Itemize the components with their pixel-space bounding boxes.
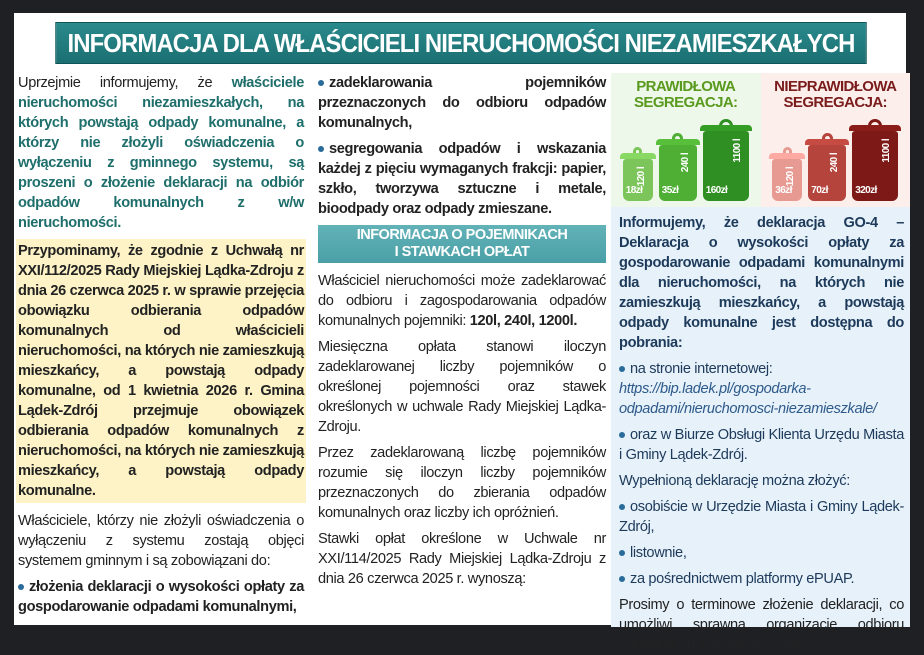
bin-price: 320zł (855, 185, 877, 196)
bin-lid (849, 125, 901, 131)
bad-bin (852, 131, 898, 201)
bin-capacity: 120 l (635, 167, 647, 187)
middle-column (318, 73, 606, 595)
good-bins (611, 131, 761, 201)
web-label: na stronie internetowej: (619, 361, 773, 377)
rates-paragraph: Stawki opłat określone w Uchwale nr XXI/114/2025 Rady Miejskiej Lądka-Zdroju z dnia 26 czerwca 2025 r. wynoszą: (318, 531, 606, 587)
good-title-1: PRAWIDŁOWA (636, 78, 736, 95)
right-column (615, 73, 906, 653)
bin-lid (769, 153, 805, 159)
section-title-line-1: INFORMACJA O POJEMNIKACH (356, 227, 568, 243)
bad-title-2: SEGREGACJA: (783, 94, 887, 111)
containers-paragraph (318, 271, 606, 331)
bin-capacity: 120 l (785, 167, 797, 187)
intro-paragraph (18, 73, 304, 233)
bin-price: 18zł (625, 185, 643, 196)
bin-lid (700, 125, 752, 131)
bin-lid (805, 139, 849, 145)
incorrect-segregation (761, 73, 911, 207)
good-title-2: SEGREGACJA: (634, 94, 738, 111)
bad-bin (808, 145, 846, 201)
good-bin (659, 145, 697, 201)
bad-bin (772, 159, 802, 201)
bin-price: 35zł (661, 185, 679, 196)
bin-price: 70zł (811, 185, 828, 196)
fee-paragraph: Miesięczna opłata stanowi iloczyn zadeklarowanej liczby pojemników o określonej pojemności oraz stawek określonych w uchwale Rady Miejskiej Lądka-Zdroju. (318, 339, 606, 435)
bad-bins (761, 131, 911, 201)
containers-text: Właściciel nieruchomości może zadeklarować do odbioru i zagospodarowania odpadów komunalnych pojemniki: (318, 273, 606, 329)
obligation-paragraph: Właściciele, którzy nie złożyli oświadczenia o wyłączeniu z systemu zostają objęci systemem gminnym i są zobowiązani do: (18, 513, 304, 569)
web-link[interactable]: https://bip.ladek.pl/gospodarka-odpadami/nieruchomosci-niezamieszkale/ (619, 381, 877, 417)
submit-intro: Wypełnioną deklarację można złożyć: (619, 473, 850, 489)
left-column (18, 73, 304, 623)
declaration-info-box (611, 207, 910, 653)
bin-capacity: 1100 l (881, 139, 893, 163)
office-item: oraz w Biurze Obsługi Klienta Urzędu Miasta i Gminy Lądek-Zdrój. (619, 427, 904, 463)
reminder-box: Przypominamy, że zgodnie z Uchwałą nr XXI/112/2025 Rady Miejskiej Lądka-Zdroju z dnia 26 czerwca 2025 r. w sprawie przejęcia obowiązku odbierania odpadów komunalnych od właścicieli nieruchomości, na których nie zamieszkują mieszkańcy, a powstają odpady komunalne, od 1 kwietnia 2026 r. Gmina Lądek-Zdrój przejmuje obowiązek odbierania odpadów komunalnych z nieruchomości, na których nie zamieszkują mieszkańcy, a powstają odpady komunalne. (16, 239, 306, 503)
bullet-declaration: złożenia deklaracji o wysokości opłaty za gospodarowanie odpadami komunalnymi, (18, 579, 304, 615)
bin-lid (620, 153, 656, 159)
submit-epuap: za pośrednictwem platformy ePUAP. (619, 569, 904, 589)
count-paragraph: Przez zadeklarowaną liczbę pojemników rozumie się iloczyn liczby pojemników przeznaczonych do zbierania odpadów komunalnych oraz liczby ich opróżnień. (318, 445, 606, 521)
container-sizes: 120l, 240l, 1200l. (469, 313, 578, 329)
bullet-segregation: segregowania odpadów i wskazania każdej z pięciu wymaganych frakcji: papier, szkło, tworzywa sztuczne i metale, bioodpady oraz odpady zmieszane. (318, 141, 606, 217)
good-bin (703, 131, 749, 201)
submit-in-person: osobiście w Urzędzie Miasta i Gminy Lądek-Zdrój, (619, 499, 904, 535)
bin-price: 36zł (775, 185, 792, 196)
poster-title: INFORMACJA DLA WŁAŚCICIELI NIERUCHOMOŚCI NIEZAMIESZKAŁYCH (55, 22, 866, 64)
go4-info: Informujemy, że deklaracja GO-4 – Deklaracja o wysokości opłaty za gospodarowanie odpadami komunalnymi dla nieruchomości, na których nie zamieszkują mieszkańcy, a powstają odpady komunalne jest dostępna do pobrania: (619, 215, 904, 351)
bin-capacity: 240 l (679, 153, 691, 173)
section-header-containers (318, 225, 606, 263)
poster (14, 13, 906, 653)
bad-title-1: NIEPRAWIDŁOWA (774, 78, 897, 95)
section-title-line-2: I STAWKACH OPŁAT (394, 244, 530, 260)
bin-capacity: 240 l (829, 153, 841, 173)
web-item (619, 359, 904, 419)
intro-bold: właściciele nieruchomości niezamieszkałych, na których powstają odpady komunalne, a którzy nie złożyli oświadczenia o wyłączeniu z gminnego systemu, są proszeni o złożenie deklaracji na odbiór odpadów komunalnych z w/w nieruchomości. (18, 75, 304, 231)
bin-rates-graphic (611, 73, 910, 207)
bin-capacity: 1100 l (731, 139, 743, 163)
correct-segregation (611, 73, 761, 207)
submit-mail: listownie, (619, 543, 904, 563)
good-bin (623, 159, 653, 201)
bullet-containers: zadeklarowania pojemników przeznaczonych do odbioru odpadów komunalnych, (318, 75, 606, 131)
bin-price: 160zł (705, 185, 728, 196)
closing-paragraph: Prosimy o terminowe złożenie deklaracji, co umożliwi sprawną organizację odbioru odpadów od 1 kwietnia 2026r. (619, 597, 904, 653)
intro-plain: Uprzejmie informujemy, że (18, 75, 232, 91)
bin-lid (656, 139, 700, 145)
